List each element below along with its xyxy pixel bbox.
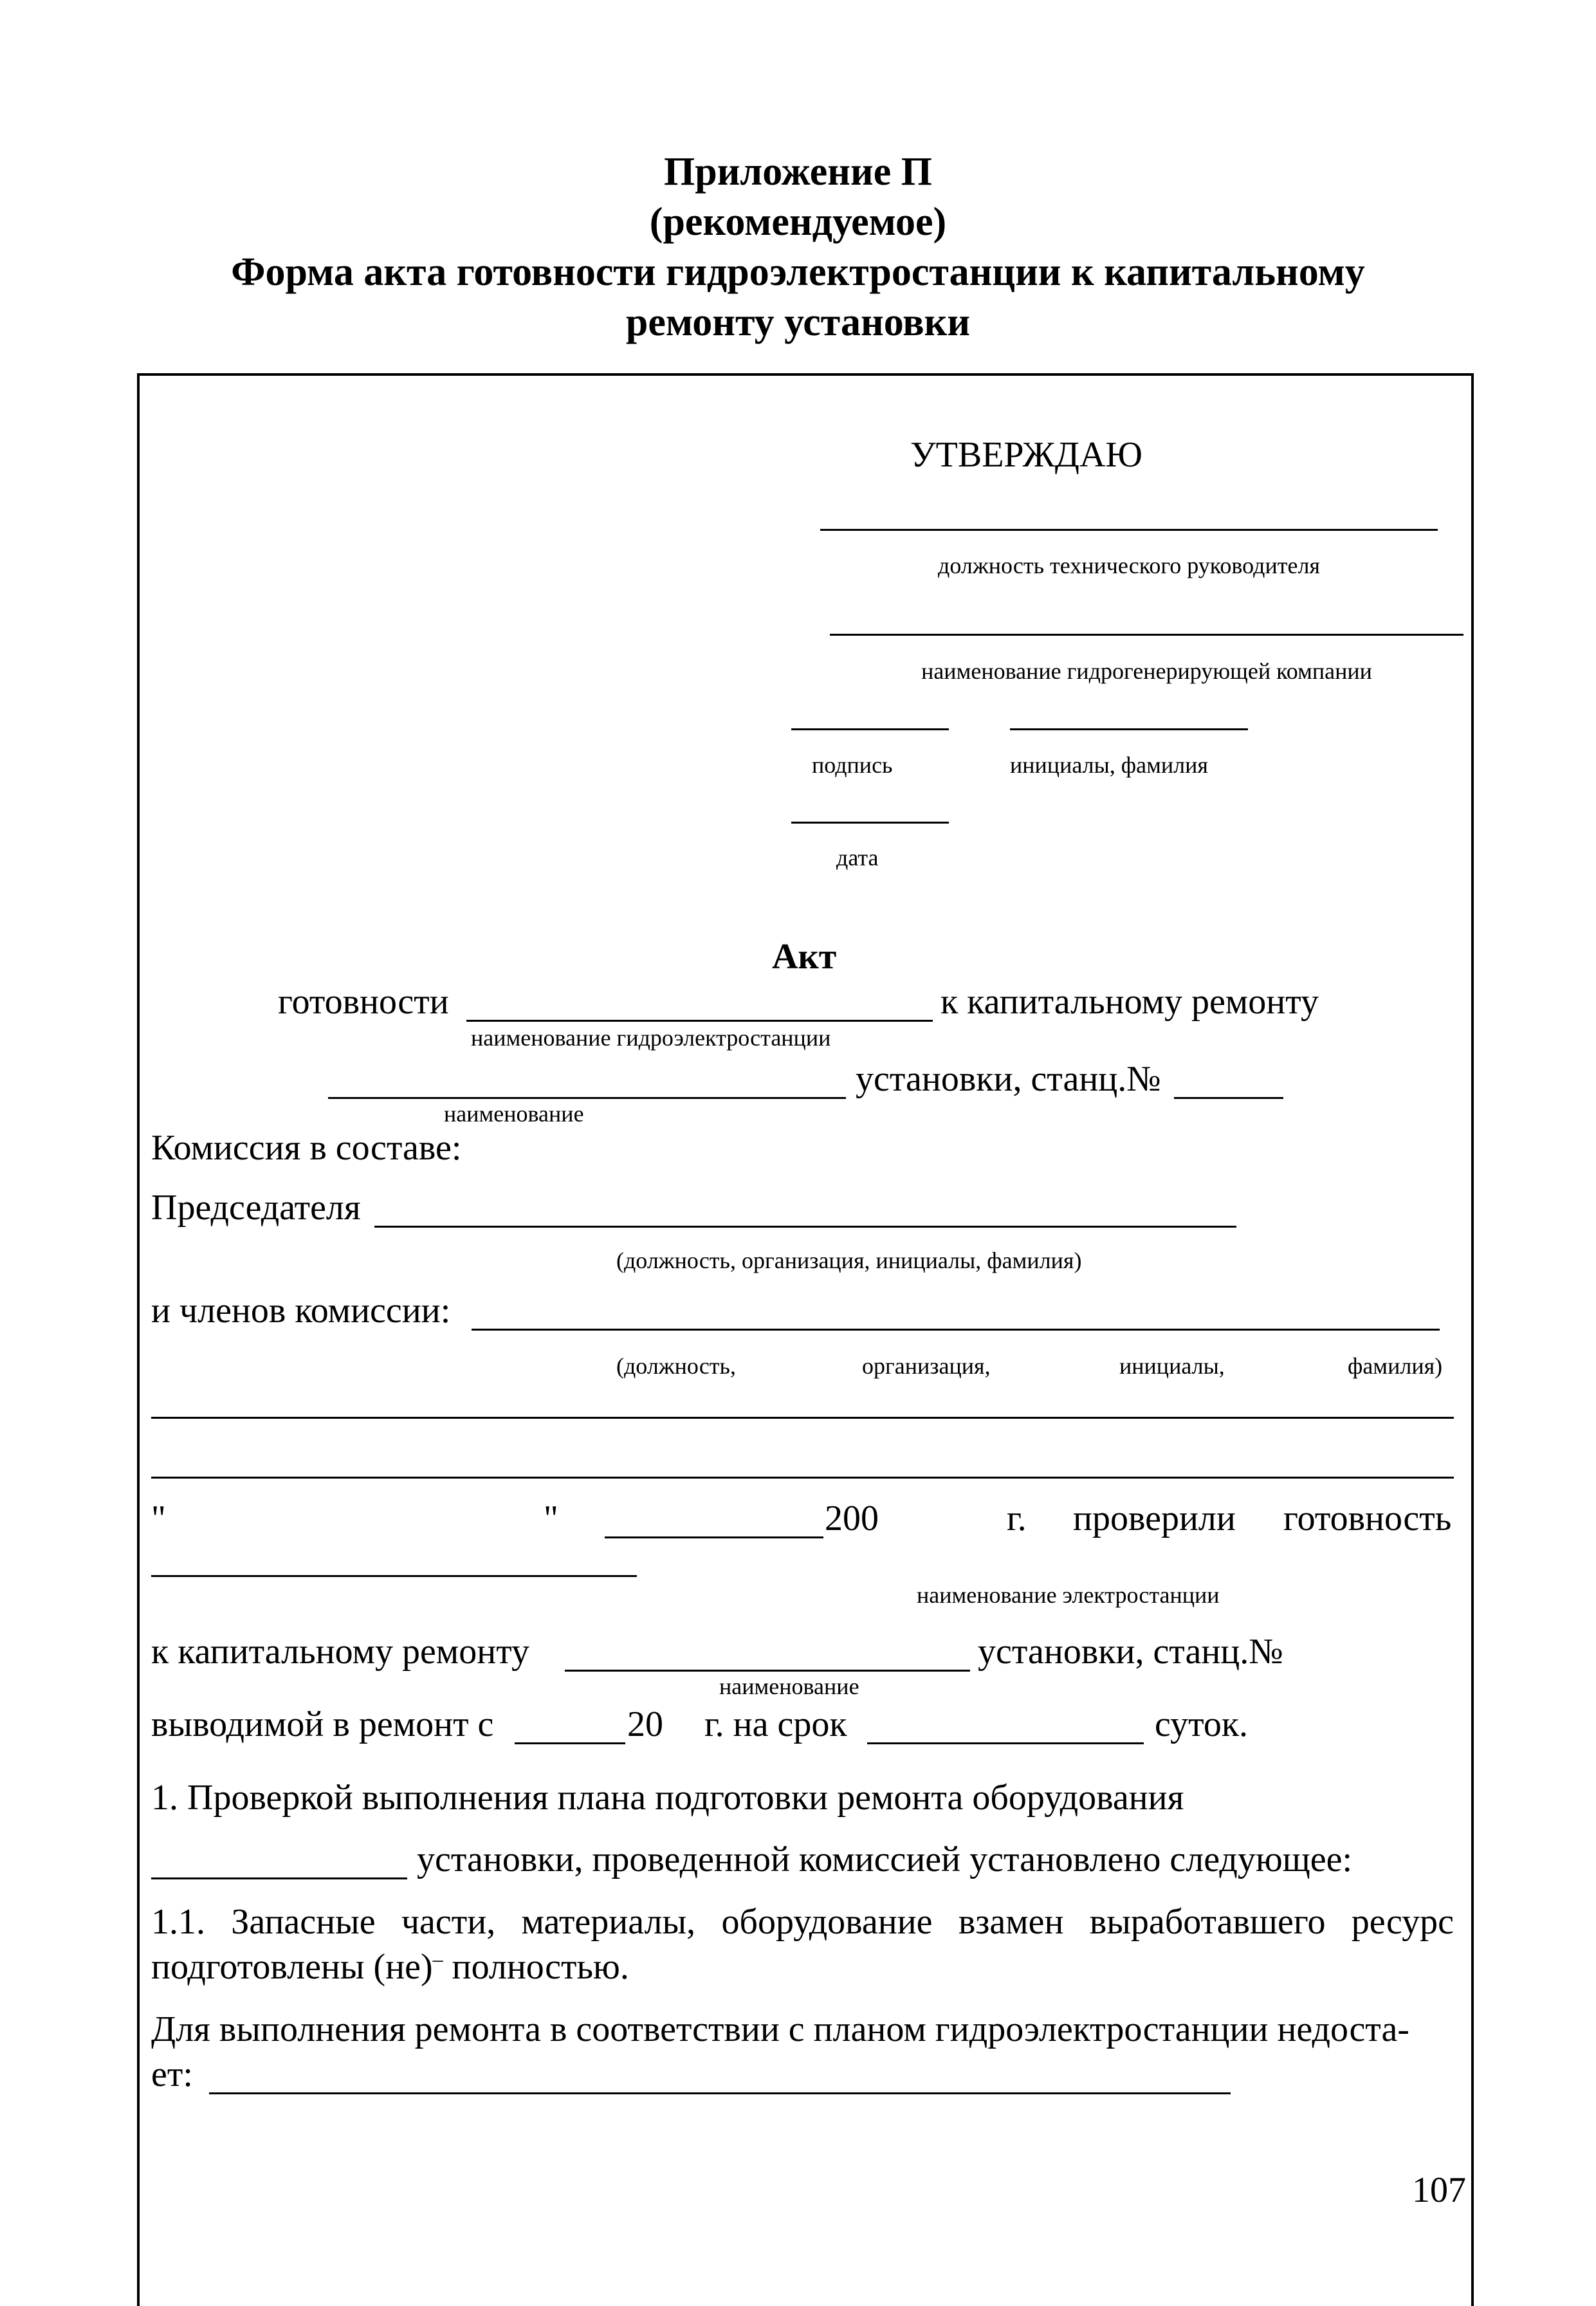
members-label: и членов комиссии: xyxy=(151,1291,451,1331)
commission-label: Комиссия в составе: xyxy=(151,1128,462,1168)
withdrawn-label: выводимой в ремонт с xyxy=(151,1704,494,1744)
chairman-line xyxy=(374,1226,1236,1228)
year-prefix: 200 xyxy=(825,1499,879,1538)
approve-label: УТВЕРЖДАЮ xyxy=(910,435,1142,475)
chairman-caption: (должность, организация, инициалы, фамилия) xyxy=(616,1248,1082,1273)
position-caption: должность технического руководителя xyxy=(938,553,1320,578)
readiness-word: готовность xyxy=(1283,1499,1452,1538)
item-1-line1: 1. Проверкой выполнения плана подготовки ремонта оборудования xyxy=(151,1778,1184,1818)
shortage-line xyxy=(209,2092,1231,2094)
date-quote-close: " xyxy=(544,1499,558,1538)
readiness-label: готовности xyxy=(278,982,449,1022)
plant-name-line xyxy=(151,1575,637,1577)
company-line xyxy=(830,634,1463,636)
shortage-line2: ет: xyxy=(151,2054,193,2094)
position-line xyxy=(820,529,1438,531)
company-caption: наименование гидрогенерирующей компании xyxy=(921,658,1372,684)
members-extra-line-1 xyxy=(151,1417,1454,1419)
shortage-line1: Для выполнения ремонта в соответствии с планом гидроэлектростанции недоста- xyxy=(151,2009,1409,2049)
signature-caption: подпись xyxy=(812,752,893,778)
page-number: 107 xyxy=(1412,2170,1466,2210)
checked-word: проверили xyxy=(1073,1499,1236,1538)
year-g: г. xyxy=(1007,1499,1027,1538)
item-1-equipment-line xyxy=(151,1877,407,1879)
appendix-heading: Приложение П xyxy=(663,150,933,194)
unit-station-label: установки, станц.№ xyxy=(856,1059,1161,1099)
members-caption-initials: инициалы, xyxy=(1119,1353,1225,1379)
chairman-label: Председателя xyxy=(151,1188,361,1228)
signature-line xyxy=(791,728,949,730)
form-title-line1: Форма акта готовности гидроэлектростанции к капитальному xyxy=(231,250,1365,294)
item-1-1-line2 xyxy=(151,1946,629,1988)
term-label: г. на срок xyxy=(704,1704,847,1744)
initials-line xyxy=(1010,728,1248,730)
members-caption-surname: фамилия) xyxy=(1348,1353,1443,1379)
members-caption-position: (должность, xyxy=(616,1353,736,1379)
item-1-1-line1: 1.1. Запасные части, материалы, оборудование взамен выработавшего ресурс xyxy=(151,1902,1454,1942)
appendix-type: (рекомендуемое) xyxy=(649,200,947,244)
unit-name-caption: наименование xyxy=(444,1101,584,1127)
item-1-1-text-b: полностью. xyxy=(443,1947,629,1987)
days-label: суток. xyxy=(1155,1704,1249,1744)
term-line xyxy=(867,1742,1144,1744)
footnote-mark: – xyxy=(432,1947,443,1971)
hpp-name-caption: наименование гидроэлектростанции xyxy=(471,1025,831,1051)
act-title: Акт xyxy=(772,937,837,977)
members-caption-org: организация, xyxy=(862,1353,991,1379)
initials-caption: инициалы, фамилия xyxy=(1010,752,1208,778)
for-overhaul-label: к капитальному ремонту xyxy=(940,982,1319,1022)
item-1-line2: установки, проведенной комиссией установлено следующее: xyxy=(417,1840,1353,1879)
item-1-1-text-a: подготовлены (не) xyxy=(151,1947,433,1987)
withdrawn-year: 20 xyxy=(627,1704,663,1744)
withdrawn-date-line xyxy=(515,1742,625,1744)
unit-name-line-2 xyxy=(565,1670,970,1672)
unit-station-label-2: установки, станц.№ xyxy=(978,1632,1283,1672)
date-quote-open: " xyxy=(151,1499,166,1538)
month-line xyxy=(605,1536,823,1538)
date-caption: дата xyxy=(836,845,879,871)
date-line xyxy=(791,822,949,824)
overhaul-label: к капитальному ремонту xyxy=(151,1632,529,1672)
plant-name-caption: наименование электростанции xyxy=(917,1582,1220,1608)
unit-name-caption-2: наименование xyxy=(719,1674,859,1699)
members-line xyxy=(472,1329,1440,1331)
hpp-name-line xyxy=(466,1020,933,1022)
station-number-line xyxy=(1174,1097,1283,1099)
members-extra-line-2 xyxy=(151,1477,1454,1479)
unit-name-line xyxy=(328,1097,846,1099)
form-title-line2: ремонту установки xyxy=(625,300,971,344)
